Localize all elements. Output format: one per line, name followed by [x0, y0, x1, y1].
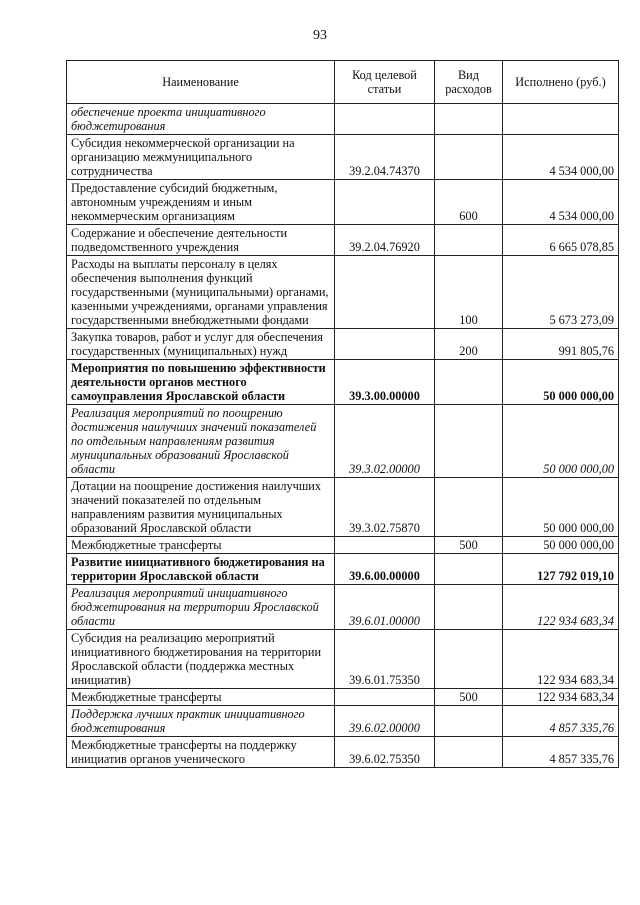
- cell-code: 39.3.02.00000: [335, 405, 435, 478]
- cell-name: Предоставление субсидий бюджетным, автономным учреждениям и иным некоммерческим организациям: [67, 180, 335, 225]
- cell-name: Закупка товаров, работ и услуг для обеспечения государственных (муниципальных) нужд: [67, 329, 335, 360]
- cell-name: Субсидия на реализацию мероприятий инициативного бюджетирования на территории Ярославской области (поддержка местных инициатив): [67, 630, 335, 689]
- cell-amount: 4 534 000,00: [503, 180, 619, 225]
- cell-name: Содержание и обеспечение деятельности подведомственного учреждения: [67, 225, 335, 256]
- table-row: [67, 478, 619, 537]
- cell-type: [435, 478, 503, 537]
- table-row: [67, 706, 619, 737]
- cell-amount: 991 805,76: [503, 329, 619, 360]
- cell-code: [335, 689, 435, 706]
- cell-code: [335, 256, 435, 329]
- cell-code: 39.2.04.74370: [335, 135, 435, 180]
- cell-amount: 122 934 683,34: [503, 585, 619, 630]
- table-row: [67, 689, 619, 706]
- cell-amount: 4 534 000,00: [503, 135, 619, 180]
- cell-name: Реализация мероприятий инициативного бюджетирования на территории Ярославской области: [67, 585, 335, 630]
- cell-type: [435, 225, 503, 256]
- cell-type: 100: [435, 256, 503, 329]
- table-row: [67, 630, 619, 689]
- cell-name: Мероприятия по повышению эффективности деятельности органов местного самоуправления Ярославской области: [67, 360, 335, 405]
- cell-code: 39.6.02.75350: [335, 737, 435, 768]
- cell-name: Межбюджетные трансферты: [67, 537, 335, 554]
- cell-type: 600: [435, 180, 503, 225]
- cell-amount: [503, 104, 619, 135]
- cell-name: Межбюджетные трансферты на поддержку инициатив органов ученического: [67, 737, 335, 768]
- cell-name: обеспечение проекта инициативного бюджетирования: [67, 104, 335, 135]
- header-name: Наименование: [67, 61, 335, 104]
- header-amount: Исполнено (руб.): [503, 61, 619, 104]
- table-row: [67, 329, 619, 360]
- table-row: [67, 360, 619, 405]
- cell-code: 39.6.01.75350: [335, 630, 435, 689]
- cell-type: [435, 360, 503, 405]
- cell-code: 39.2.04.76920: [335, 225, 435, 256]
- page-number: 93: [313, 28, 327, 43]
- table-body: [67, 104, 619, 768]
- table-row: [67, 554, 619, 585]
- cell-code: 39.3.02.75870: [335, 478, 435, 537]
- header-type: Вид расходов: [435, 61, 503, 104]
- cell-code: [335, 537, 435, 554]
- cell-type: 500: [435, 689, 503, 706]
- cell-name: Межбюджетные трансферты: [67, 689, 335, 706]
- cell-amount: 5 673 273,09: [503, 256, 619, 329]
- cell-type: [435, 585, 503, 630]
- table-row: [67, 180, 619, 225]
- cell-amount: 122 934 683,34: [503, 630, 619, 689]
- budget-table: [66, 60, 619, 768]
- cell-amount: 122 934 683,34: [503, 689, 619, 706]
- cell-amount: 127 792 019,10: [503, 554, 619, 585]
- cell-name: Развитие инициативного бюджетирования на территории Ярославской области: [67, 554, 335, 585]
- cell-code: 39.6.02.00000: [335, 706, 435, 737]
- cell-amount: 6 665 078,85: [503, 225, 619, 256]
- cell-amount: 4 857 335,76: [503, 737, 619, 768]
- cell-amount: 50 000 000,00: [503, 405, 619, 478]
- cell-type: [435, 104, 503, 135]
- table-row: [67, 104, 619, 135]
- cell-code: [335, 329, 435, 360]
- table-header: [67, 61, 619, 104]
- cell-type: [435, 405, 503, 478]
- table-row: [67, 537, 619, 554]
- table-row: [67, 225, 619, 256]
- cell-type: [435, 554, 503, 585]
- table-row: [67, 737, 619, 768]
- cell-name: Реализация мероприятий по поощрению достижения наилучших значений показателей по отдельным направлениям развития муниципальных образований Ярославской области: [67, 405, 335, 478]
- table-row: [67, 256, 619, 329]
- cell-name: Дотации на поощрение достижения наилучших значений показателей по отдельным направлениям развития муниципальных образований Ярославской области: [67, 478, 335, 537]
- cell-amount: 4 857 335,76: [503, 706, 619, 737]
- header-code: Код целевой статьи: [335, 61, 435, 104]
- cell-amount: 50 000 000,00: [503, 478, 619, 537]
- cell-code: 39.6.01.00000: [335, 585, 435, 630]
- table-row: [67, 585, 619, 630]
- table-row: [67, 135, 619, 180]
- cell-amount: 50 000 000,00: [503, 537, 619, 554]
- cell-name: Субсидия некоммерческой организации на организацию межмуниципального сотрудничества: [67, 135, 335, 180]
- table-row: [67, 405, 619, 478]
- cell-type: [435, 737, 503, 768]
- cell-type: [435, 706, 503, 737]
- cell-type: [435, 135, 503, 180]
- cell-type: [435, 630, 503, 689]
- cell-type: 500: [435, 537, 503, 554]
- cell-amount: 50 000 000,00: [503, 360, 619, 405]
- cell-code: [335, 180, 435, 225]
- cell-type: 200: [435, 329, 503, 360]
- cell-code: 39.6.00.00000: [335, 554, 435, 585]
- cell-code: 39.3.00.00000: [335, 360, 435, 405]
- cell-name: Расходы на выплаты персоналу в целях обеспечения выполнения функций государственными (муниципальными) органами, казенными учреждениями, органами управления государственными внебюджетными фондами: [67, 256, 335, 329]
- cell-name: Поддержка лучших практик инициативного бюджетирования: [67, 706, 335, 737]
- cell-code: [335, 104, 435, 135]
